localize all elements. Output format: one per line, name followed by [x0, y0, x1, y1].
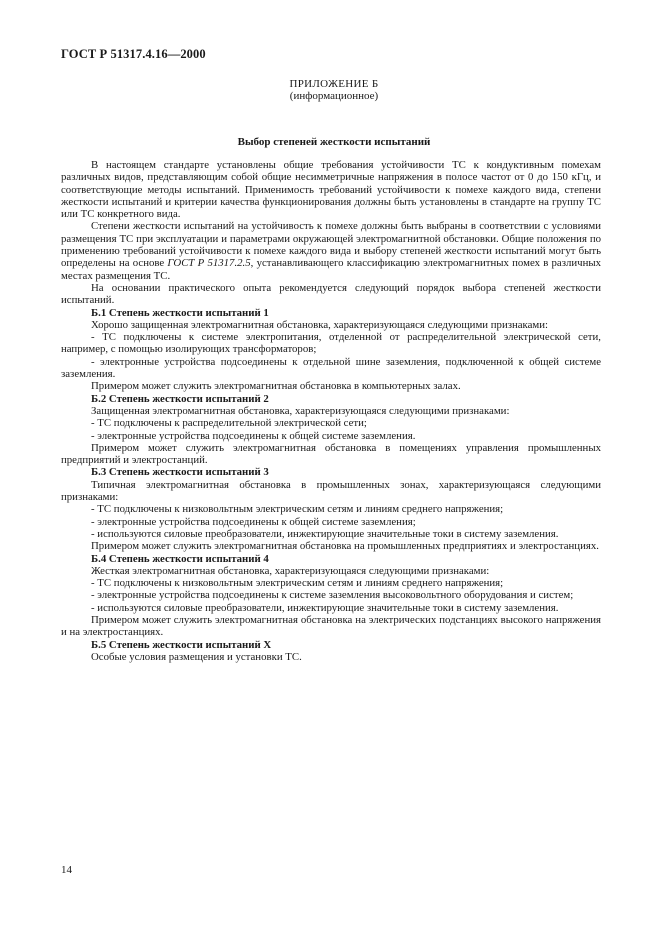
document-body: [61, 159, 601, 663]
list-item: - электронные устройства подсоединены к отдельной шине заземления, подключенной к общей системе заземления.: [61, 355, 601, 381]
page-number: 14: [61, 864, 72, 876]
list-item: - ТС подключены к системе электропитания, отделенной от распределительной электрической сети, например, с помощью изолирующих трансформаторов;: [61, 331, 601, 356]
level-description: Особые условия размещения и установки ТС.: [91, 650, 302, 663]
list-item: - ТС подключены к низковольтным электрическим сетям и линиям среднего напряжения;: [91, 577, 504, 590]
appendix-subtitle: (информационное): [289, 90, 379, 102]
level-section-4: [61, 553, 601, 639]
section-title: Выбор степеней жесткости испытаний: [237, 136, 431, 148]
level-heading: Б.5 Степень жесткости испытаний Х: [91, 638, 272, 651]
intro-paragraph-2: [61, 220, 601, 281]
level-description: Хорошо защищенная электромагнитная обстановка, характеризующаяся следующими признаками:: [91, 318, 549, 331]
level-example: Примером может служить электромагнитная обстановка на электрических подстанциях высокого напряжения и на электростанциях.: [61, 613, 601, 639]
level-heading: Б.2 Степень жесткости испытаний 2: [91, 392, 269, 405]
document-code-header: ГОСТ Р 51317.4.16—2000: [61, 47, 206, 61]
level-heading: Б.4 Степень жесткости испытаний 4: [91, 552, 269, 565]
list-item: - электронные устройства подсоединены к общей системе заземления;: [91, 515, 416, 528]
level-section-1: [61, 307, 601, 393]
level-heading: Б.3 Степень жесткости испытаний 3: [91, 466, 269, 479]
level-example: Примером может служить электромагнитная обстановка в компьютерных залах.: [91, 380, 461, 393]
list-item: - ТС подключены к распределительной электрической сети;: [91, 417, 367, 430]
list-item: - ТС подключены к низковольтным электрическим сетям и линиям среднего напряжения;: [91, 503, 504, 516]
level-heading: Б.1 Степень жесткости испытаний 1: [91, 306, 269, 319]
list-item: - электронные устройства подсоединены к системе заземления высоковольтного оборудования и систем;: [91, 589, 574, 602]
appendix-title: ПРИЛОЖЕНИЕ Б: [289, 78, 379, 90]
level-description: Защищенная электромагнитная обстановка, характеризующаяся следующими признаками:: [91, 404, 510, 417]
intro-paragraph-2-start: Степени жесткости испытаний на устойчивость к помехе должны быть выбраны в соответствии с условиями размещения ТС при эксплуатации и параметрами окружающей электромагнитной обстановки. Общие положения по применению требований устойчивости к помехе каждого вида и выбору степеней жесткости испытаний могут быть определены на основе: [61, 220, 601, 270]
list-item: - используются силовые преобразователи, инжектирующие значительные токи в систему заземления.: [91, 527, 559, 540]
intro-paragraph-1: В настоящем стандарте установлены общие требования устойчивости ТС к кондуктивным помехам различных видов, представляющим собой общие несимметричные напряжения в полосе частот от 0 до 150 кГц, и соответствующие методы испытаний. Применимость требований устойчивости к помехе каждого вида, степени жесткости испытаний и критерии качества функционирования должны быть установлены в стандарте на группу ТС или ТС конкретного вида.: [61, 159, 601, 221]
level-example: Примером может служить электромагнитная обстановка в помещениях управления промышленных предприятий и электростанций.: [61, 441, 601, 467]
list-item: - электронные устройства подсоединены к общей системе заземления.: [91, 429, 416, 442]
intro-paragraph-2-end: , устанавливающего классификацию электромагнитных помех в различных местах размещения ТС.: [61, 257, 602, 282]
level-section-x: [61, 639, 601, 664]
level-description: Типичная электромагнитная обстановка в промышленных зонах, характеризующаяся следующими признаками:: [61, 478, 601, 504]
standard-reference: ГОСТ Р 51317.2.5: [167, 257, 251, 270]
level-example: Примером может служить электромагнитная обстановка на промышленных предприятиях и электростанциях.: [91, 540, 599, 553]
appendix-heading: [0, 78, 661, 102]
level-description: Жесткая электромагнитная обстановка, характеризующаяся следующими признаками:: [91, 564, 490, 577]
intro-paragraph-3: На основании практического опыта рекомендуется следующий порядок выбора степеней жесткости испытаний.: [61, 281, 601, 307]
list-item: - используются силовые преобразователи, инжектирующие значительные токи в систему заземления.: [91, 601, 559, 614]
level-section-2: [61, 393, 601, 467]
level-section-3: [61, 466, 601, 552]
